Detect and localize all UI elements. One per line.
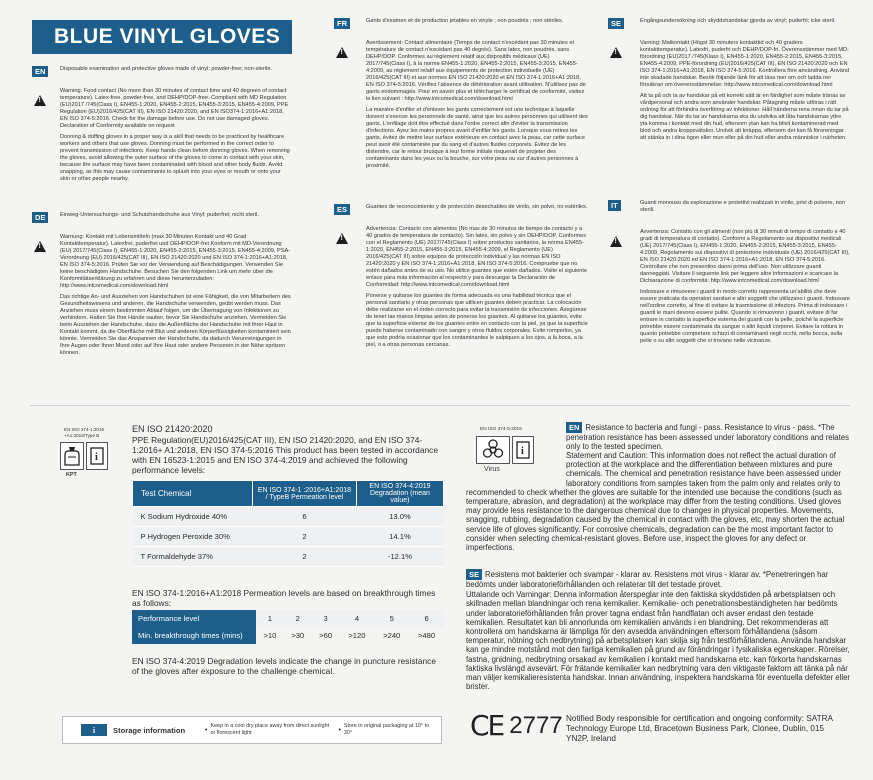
en-intro: Disposable examination and protective gloves made of vinyl; powder-free; non-sterile. [60, 66, 273, 72]
svg-text:i: i [95, 452, 98, 463]
lang-badge-it: IT [608, 200, 621, 211]
ce-logo: CE [470, 709, 504, 742]
table-row [132, 627, 444, 644]
degradation-note: EN ISO 374-4:2019 Degradation levels indicate the change in puncture resistance of the gloves after exposure to the challenge chemical. [132, 656, 437, 676]
permeation-level: 6 [253, 507, 357, 527]
se-intro: Engångsundersökning och skyddshandskar gjorda av vinyl; puderfri; icke steril. [640, 18, 836, 24]
bullet-icon: • [338, 726, 341, 734]
warning-icon [336, 47, 348, 58]
time-cell: >480 [418, 631, 436, 640]
biohazard-icon [476, 436, 510, 464]
lang-badge-en: EN [32, 66, 48, 77]
title-text: BLUE VINYL GLOVES [54, 25, 281, 48]
level-cell: 4 [340, 610, 375, 627]
time-cell: >30 [291, 631, 305, 640]
level-cell: 5 [374, 610, 409, 627]
es-section [337, 204, 588, 353]
notified-body-text: Notified Body responsible for certification and ongoing conformity: SATRA Technology Europe Ltd, Bracetown Business Park, Clonee, Dublin, 015 YN2P, Ireland [566, 714, 833, 743]
permeation-heading: EN ISO 374-1:2016+A1:2018 Permeation levels are based on breakthrough times as follows: [132, 588, 436, 608]
lang-badge-de: DE [32, 212, 48, 223]
ppe-heading: EN ISO 21420:2020 [132, 424, 213, 434]
notified-body-number: 2777 [509, 711, 563, 739]
virus-en-caution-a: Statement and Caution: This information does not reflect the actual duration of protection at the workplace and the differentiation between mixtures and pure chemicals. The chemical and penetration resistance have been assessed under laboratory conditions from samples taken from the palm only and relates only to [566, 451, 842, 488]
time-cell: >240 [383, 631, 401, 640]
lang-badge-es: ES [334, 204, 350, 215]
time-cell: >60 [319, 631, 333, 640]
degradation-value: 14.1% [356, 527, 443, 547]
virus-en-text: Resistance to bacteria and fungi - pass. Resistance to virus - pass. *The penetration resistance has been assessed under laboratory conditions and relates only to the tested specimen. [566, 423, 850, 452]
virus-se-section [466, 569, 852, 691]
table-row [132, 610, 444, 627]
ppe-icon-caption: EN ISO 374-1:2016 +A1:2018/Type B [64, 427, 105, 438]
it-warning: Avvertenza: Contatto con gli alimenti (non più di 30 minuti di tempo di contatto e 40 gradi di temperatura di contatto). Conformi a Regolamento sui dispositivi medicali (UE) 2017/745(Class I), EN455-1:2020, EN455-2:2015, EN455-3:2015, EN455-4:2009, Regolamento sui dispositivi di protezione individuale (UE) 2016/425(CAT III), EN ISO 21420:2020 ed EN ISO 374-1:2016+A1:2018, EN ISO 374-5:2016. Controllare che non presentino danni prima dell'uso. Non utilizzare guanti danneggiati. Visitare il seguente link per leggere altre informazioni e scaricare la Dichiarazione di conformità: http://www.intcomedical.com/download.html [640, 229, 850, 284]
it-intro: Guanti monouso da esplorazione e protettivi realizzati in vinile, privi di polvere, non sterili. [640, 200, 845, 213]
virus-en-caution-full [466, 488, 852, 555]
en-donning: Donning & doffing gloves in a proper way is a skill that needs to be practiced by healthcare workers and others that use gloves. Donning must be performed in the correct order to prevent transmission of infections. Keep hands clean before donning gloves. When removing the gloves, avoid allowing the outer surface of the gloves to come in contact with your skin, because the surface may have been contaminated with blood and other body fluids. Avoid snapping, as this may cause contaminants to splash into your eyes or mouth or onto your skin or other people nearby. [60, 134, 290, 182]
table-header-permeation: EN ISO 374-1 :2016+A1:2018 / TypeB Permeation level [253, 481, 357, 507]
lang-badge-se: SE [608, 18, 624, 29]
ppe-text: PPE Regulation(EU)2016/425(CAT III), EN ISO 21420:2020, and EN ISO 374-1:2016+ A1:2018, EN ISO 374-5:2016 This product has been tested in accordance with EN 16523-1:2015 and EN ISO 374-4:2019 and achieved the following performance levels: [132, 435, 438, 475]
es-donning: Ponerse y quitarse los guantes de forma adecuada es una habilidad técnica que el personal sanitario y otras personas que utilicen guantes deben practicar. La colocación debe realizarse en el orden correcto para evitar la transmisión de infecciones. Asegúrese de tener las manos limpias antes de ponerse los guantes. Al quitarse los guantes, evite que la superficie exterior de los guantes entre en contacto con la piel, ya que la superficie puede haberse contaminado con sangre y otros fluidos corporales. Evite romperlos, ya que esto podría ocasionar que los contaminantes le salpiquen a los ojos, a la boca, a la piel, o a otras personas cercanas. [366, 293, 588, 348]
virus-se-text: Resistens mot bakterier och svampar - klarar av. Resistens mot virus - klarar av. *Penetreringen har bedömts under laboratorieförhållanden och relaterar till det testade provet. [466, 570, 829, 589]
storage-item-2: Store in original packaging at 10° to 30° [343, 723, 430, 736]
table-header-chemical: Test Chemical [133, 481, 253, 507]
performance-level-label: Performance level [132, 610, 256, 627]
flask-hand-icon [60, 442, 84, 470]
time-cell: >10 [263, 631, 277, 640]
permeation-level: 2 [253, 547, 357, 567]
en-section [35, 66, 292, 187]
table-row [133, 547, 444, 567]
breakthrough-label: Min. breakthrough times (mins) [132, 627, 256, 644]
it-section [611, 200, 850, 349]
de-donning: Das richtige An- und Ausziehen von Handschuhen ist eine Fähigkeit, die von Mitarbeitern des Gesundheitswesens und anderen, die Handschuhe verwenden, geübt werden muss. Das Anziehen muss einem bestimmten Ablauf folgen, um die Übertragung von Infektionen zu verhindern. Halten Sie Ihre Hände sauber, bevor Sie Handschuhe anziehen. Vermeiden Sie beim Ausziehen der Handschuhe, dass die Außenfläche der Handschuhe mit Ihrer Haut in Kontakt kommt, da die Oberfläche mit Blut und anderen Körperflüssigkeiten kontaminiert sein könnte. Vermeiden Sie das Anspannen der Handschuhe, da dadurch Verunreinigungen in Ihre Augen oder Ihren Mund oder auf Ihre Haut oder andere Personen in der Nähe spritzen können. [60, 294, 291, 356]
storage-box [62, 716, 442, 744]
virus-caption: EN ISO 374-5:2016 [480, 427, 522, 432]
warning-icon [610, 47, 622, 58]
lang-badge-en: EN [566, 422, 582, 433]
es-warning: Advertencia: Contacto con alimentos (No mas de 30 minutos de tiempo de contacto y a 40 grados de temperatura de contacto). Sin latex, sin polvo y sin DEHP/DOP. Conformes con el Reglamento (UE) 2017/745(Class I) sobre productos sanitarios, la norma EN455-1:2020, EN455-2:2015, EN455-3:2015, EN455-4:2009, el Reglamento (UE) 2016/425(CAT III) sobre equipos de protección individual y las normas EN ISO 21420:2020 y EN ISO 374-1:2016+A1:2018, EN ISO 374-5:2016. Compruebe que no estén dañados antes de su uso. No utilice guantes que estén dañados. Visite el siguiente enlace para más información al respecto y para descargar la Declaración de Conformidad: http://www.intcomedical.com/download.html [366, 226, 588, 288]
virus-en-caution-b: recommended to check whether the gloves are suitable for the intended use because the conditions (such as temperature, abrasion, and degradation) at the workplace may differ from the testing conditions. Used gloves may provide less resistance to the dangerous chemical due to changes in physical properties. Movements, snagging, rubbing, degradation caused by the chemical in contact with the gloves, etc, may shorten the actual service life of gloves significantly. For corrosive chemicals, degradation can be the most important factor to consider when selecting chemical-resistant gloves. Before use, inspect the gloves for any defect or imperfections. [466, 488, 845, 553]
time-cell: >120 [348, 631, 366, 640]
fr-intro: Gants d'examen et de production jetables en vinyle ; non poudrés ; non stériles. [366, 18, 564, 24]
book-info-icon [86, 442, 108, 470]
bullet-icon: • [205, 726, 208, 734]
warning-icon [34, 95, 46, 106]
level-cell: 1 [256, 610, 284, 627]
storage-label: Storage information [113, 725, 186, 735]
page-title [32, 20, 292, 54]
se-donning: Att ta på och ta av handskar på ett korrekt sätt är en färdighet som måste tränas av vårdpersonal och andra som använder handskar. Påtagning måste utföras i rätt ordning för att förhindra överföring av infektioner. Håll händerna rena innan du tar på dig handskar. När du tar av handskarna ska du undvika att låta handskarnas yttre yta komma i kontakt med din hud, eftersom ytan kan ha blivit kontaminerad med blod och andra kroppsvätskor. Undvik att knäppa, eftersom det kan få föroreningar att stänka in i dina ögon eller mun eller på din hud eller andra människor i närheten. [640, 93, 849, 141]
warning-icon [610, 236, 622, 247]
level-cell: 6 [409, 610, 444, 627]
de-section [35, 212, 292, 361]
chemical-name: K Sodium Hydroxide 40% [133, 507, 253, 527]
chemical-name: P Hydrogen Peroxide 30% [133, 527, 253, 547]
chemical-table [132, 480, 444, 567]
info-icon: i [81, 724, 107, 736]
it-donning: Indossare e rimuovere i guanti in modo corretto rappresenta un'abilità che deve essere praticata da operatori sanitari e altri soggetti che utilizzano i guanti. Indossare nell'ordine corretto, al fine di evitare la trasmissione di infezioni. Prima di indossare i guanti le mani devono essere pulite. Quando si rimuovono i guanti, evitare di far entrare in contatto la superficie esterna dei guanti con la pelle, poiché la superficie potrebbe essere contaminata da sangue o altri liquidi corporei. Evitare la rottura in quanto potrebbe comportare schizzi di contaminanti negli occhi, nella bocca, sulla pelle o su altri soggetti che si trovano nelle vicinanze. [640, 289, 850, 344]
ce-mark [470, 709, 563, 742]
table-row [133, 527, 444, 547]
table-header-degradation: EN ISO 374-4:2019 Degradation (mean value) [356, 481, 443, 507]
lang-badge-se: SE [466, 569, 482, 580]
lang-badge-fr: FR [334, 18, 350, 29]
degradation-value: 13.0% [356, 507, 443, 527]
virus-en-section [566, 422, 852, 451]
fr-warning: Avertissement: Contact alimentaire (Temps de contact n'excédant pas 30 minutes et température de contact n'excédant pas 40 degrés). Sans latex, non poudrés, sans DEHP/DOP. Conformes au règlement relatif aux dispositifs médicaux (UE) 2017/745(Class I), à la norme EN455-1:2020, EN455-2:2015, EN455-3:2015, EN455-4:2009, au règlement relatif aux équipements de protection individuelle (UE) 2016/425(CAT III) et aux normes EN ISO 21420:2020 et EN ISO 374-1:2016+A1:2018, EN ISO 374-5:2016. Vérifiez l'absence de détérioration avant utilisation. N'utilisez pas de gants endommagés. Pour en savoir plus et télécharger le certificat de conformité, visitez le lien suivant : http://www.intcomedical.com/download.html [366, 40, 586, 102]
se-warning: Varning: Matkontakt (Högst 30 minuters kontakttid och 40 graders kontakttemperatur). Latexfri, puderfri och DEHP/DOP-fri. Överensstämmer med MD-förordning (EU)2017 /745(Klass I), EN455-1:2020, EN455-2:2015, EN455-3:2015, EN455-4:2009, PPE-förordning (EU)2016/425(CAT III), EN ISO 21420:2020 och EN ISO 374-1:2016+A1:2018, EN ISO 374-5:2016. Kontrollera före användning. Använd inte skadade handskar. Besök följande länk för att läsa mer om och ladda ner försäkran om överensstämmelse: http://www.intcomedical.com/download.html [640, 40, 850, 88]
warning-icon [34, 241, 46, 252]
de-warning: Warnung: Kontakt mit Lebensmitteln (max 30 Minuten Kontakt und 40 Grad Kontakttemperatur). Latexfrei, puderfrei und DEHP/DOP-frei Konform mit MD-Verordnung (EU) 2017/745(Class I), EN455-1:2020, EN455-2:2015, EN455-3:2015, EN455-4:2009, PSA-Verordnung (EU) 2016/425(CAT III), EN ISO 21420:2020 und EN ISO 374-1:2016+A1:2018, EN ISO 374-5:2016. Prüfen Sie vor der Verwendung auf Beschädigungen. Verwenden Sie keine beschädigten Handschuhe. Besuchen Sie den folgenden Link um mehr über die Konformitätserklärung zu erfahren und diese herunterzuladen: http://www.intcomedical.com/download.html [60, 234, 291, 289]
kpt-label: KPT [66, 472, 77, 478]
permeation-level: 2 [253, 527, 357, 547]
fr-donning: La manière d'enfiler et d'enlever les gants correctement est une technique à laquelle doivent s'exercer les personnels de santé, ainsi que les autres personnes qui utilisent des gants. L'enfilage doit être effectué dans l'ordre correct afin d'éviter la transmission d'infections. Ayez les mains propres avant d'enfiler les gants. Lorsque vous retirez les gants, évitez de mettre leur surface extérieure en contact avec la peau, car cette surface peut avoir été contaminée par du sang et d'autres fluides corporels. Évitez de les distendre, car le retour brusque à leur forme initiale risquerait de projeter des contaminants dans les yeux ou la bouche, sur votre peau ou sur d'autres personnes à proximité. [366, 107, 588, 169]
level-cell: 2 [284, 610, 312, 627]
virus-en-caution-top [566, 451, 852, 488]
virus-label: Virus [484, 466, 500, 473]
warning-icon [336, 233, 348, 244]
section-divider [30, 405, 850, 406]
table-row [133, 507, 444, 527]
en-warning: Warning: Food contact (No more than 30 minutes of contact time and 40 degrees of contact temperature). Latex-free, powder-free, and DEHP/DOP-free. Compliant with MD Regulation (EU)2017 /745(Class I), EN455-1:2020, EN455-2:2015, EN455-3:2015, EN455-4:2009, PPE Regulation (EU)2016/425(CAT III), EN ISO 21420:2020, and EN ISO374-1:2016+A1:2018, EN ISO 374-5:2016. Check for the damage before use. Do not use damaged gloves. Declaration of Conformity available on request [60, 88, 289, 129]
fr-section [337, 18, 588, 174]
book-info-icon [512, 436, 534, 464]
svg-text:i: i [521, 446, 524, 457]
permeation-table [132, 610, 444, 644]
de-intro: Einweg-Untersuchungs- und Schutzhandschuhe aus Vinyl; puderfrei; nicht steril. [60, 212, 259, 218]
degradation-value: -12.1% [356, 547, 443, 567]
es-intro: Guantes de reconocimiento y de protección desechables de vinilo, sin polvo, no estériles. [366, 204, 588, 210]
storage-item-1: Keep in a cool dry place away from direct sunlight or florescent light [210, 723, 330, 736]
level-cell: 3 [312, 610, 340, 627]
se-section [611, 18, 850, 146]
chemical-name: T Formaldehyde 37% [133, 547, 253, 567]
virus-se-caution: Uttalande och Varningar: Denna information återspeglar inte den faktiska skyddstiden på arbetsplatsen och skillnaden mellan blandningar och rena kemikalier. Kemikalie- och penetrationsbeständigheten har bedömts under laboratorieförhållanden från prover tagna endast från handflatan och avser endast den testade kemikalien. Resultatet kan bli annorlunda om kemikalien används i en blandning. Det rekommenderas att kontrollera om handskarna är lämpliga för den avsedda användningen eftersom förhållandena (såsom temperatur, nötning och nedbrytning) på arbetsplatsen kan skilja sig från testförhållandena. Använda handskar kan ge mindre motstånd mot den farliga kemikalien på grund av förändringar i fysikaliska egenskaper. Rörelser, fastna, gnidning, nedbrytning orsakad av kemikalien i kontakt med handskarna etc. kan förkorta handskarnas faktiska livslängd avsevärt. För frätande kemikalier kan nedbrytning vara den viktigaste faktorn att tänka på när man väljer kemikalieresistenta handskar. Innan användning, inspektera handskarna för eventuella defekter eller brister. [466, 590, 851, 692]
